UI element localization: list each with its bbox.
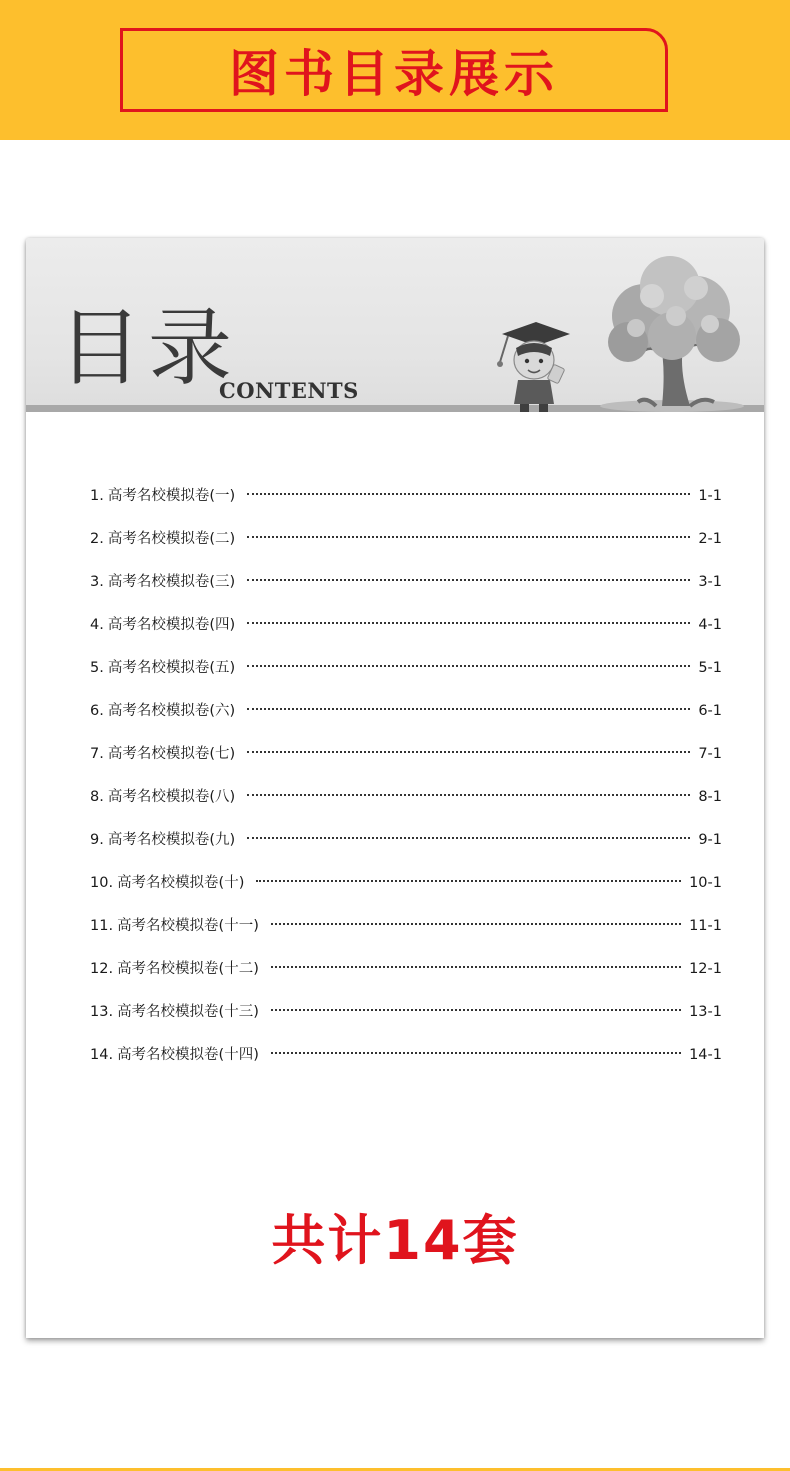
toc-item-page: 3-1 [698,574,722,590]
toc-dot-leader [247,784,690,796]
toc-item-page: 2-1 [698,531,722,547]
toc-item-number: 3. [90,574,104,590]
toc-item-page: 4-1 [698,617,722,633]
toc-item-number: 7. [90,746,104,762]
toc-item-page: 12-1 [689,961,722,977]
toc-item[interactable] [90,656,722,699]
toc-dot-leader [247,655,690,667]
toc-dot-leader [256,870,681,882]
toc-dot-leader [271,999,681,1011]
toc-item-title: 高考名校模拟卷(二) [107,531,236,547]
toc-item-title: 高考名校模拟卷(四) [107,617,236,633]
toc-item-title: 高考名校模拟卷(三) [107,574,236,590]
graduate-child-illustration [488,304,574,414]
toc-dot-leader [247,483,690,495]
toc-item-number: 11. [90,918,114,934]
toc-item-title: 高考名校模拟卷(七) [107,746,236,762]
toc-dot-leader [247,698,690,710]
toc-item-page: 9-1 [698,832,722,848]
toc-item-title: 高考名校模拟卷(一) [107,488,236,504]
toc-item-number: 4. [90,617,104,633]
contents-heading-cn: 目录 [58,299,239,397]
toc-item-number: 10. [90,875,114,891]
toc-dot-leader [271,913,681,925]
tree-illustration [592,246,750,412]
toc-dot-leader [247,569,690,581]
total-count-text: 共计14套 [271,1209,519,1272]
table-of-contents [90,484,722,1086]
toc-item[interactable] [90,957,722,1000]
toc-item-number: 6. [90,703,104,719]
toc-item-page: 1-1 [698,488,722,504]
toc-item-number: 1. [90,488,104,504]
toc-item[interactable] [90,527,722,570]
toc-item-title: 高考名校模拟卷(十一) [117,918,259,934]
toc-item-page: 5-1 [698,660,722,676]
banner-title: 图书目录展示 [229,45,559,103]
toc-item[interactable] [90,613,722,656]
toc-dot-leader [271,1042,681,1054]
toc-item-page: 10-1 [689,875,722,891]
toc-item-page: 14-1 [689,1047,722,1063]
contents-heading-en: CONTENTS [219,378,359,403]
toc-item-title: 高考名校模拟卷(十二) [117,961,259,977]
toc-item[interactable] [90,871,722,914]
toc-item-title: 高考名校模拟卷(五) [107,660,236,676]
toc-item-title: 高考名校模拟卷(九) [107,832,236,848]
toc-item[interactable] [90,484,722,527]
toc-item[interactable] [90,699,722,742]
toc-item[interactable] [90,828,722,871]
toc-item[interactable] [90,914,722,957]
toc-item[interactable] [90,1043,722,1086]
toc-item[interactable] [90,570,722,613]
toc-item-page: 13-1 [689,1004,722,1020]
toc-dot-leader [247,827,690,839]
toc-item-number: 5. [90,660,104,676]
toc-item-title: 高考名校模拟卷(六) [107,703,236,719]
toc-dot-leader [271,956,681,968]
toc-item[interactable] [90,742,722,785]
toc-dot-leader [247,741,690,753]
toc-item-title: 高考名校模拟卷(八) [107,789,236,805]
toc-item-page: 6-1 [698,703,722,719]
toc-item-title: 高考名校模拟卷(十三) [117,1004,259,1020]
toc-item-number: 13. [90,1004,114,1020]
contents-page-card [26,238,764,1338]
toc-item[interactable] [90,1000,722,1043]
contents-header [26,238,764,412]
toc-item[interactable] [90,785,722,828]
toc-item-page: 7-1 [698,746,722,762]
toc-item-number: 9. [90,832,104,848]
toc-item-number: 14. [90,1047,114,1063]
top-banner [0,0,790,140]
toc-item-number: 12. [90,961,114,977]
toc-item-page: 8-1 [698,789,722,805]
toc-item-number: 2. [90,531,104,547]
toc-dot-leader [247,612,690,624]
banner-title-box [120,28,668,112]
toc-item-page: 11-1 [689,918,722,934]
toc-dot-leader [247,526,690,538]
toc-item-number: 8. [90,789,104,805]
toc-item-title: 高考名校模拟卷(十) [117,875,245,891]
toc-item-title: 高考名校模拟卷(十四) [117,1047,259,1063]
